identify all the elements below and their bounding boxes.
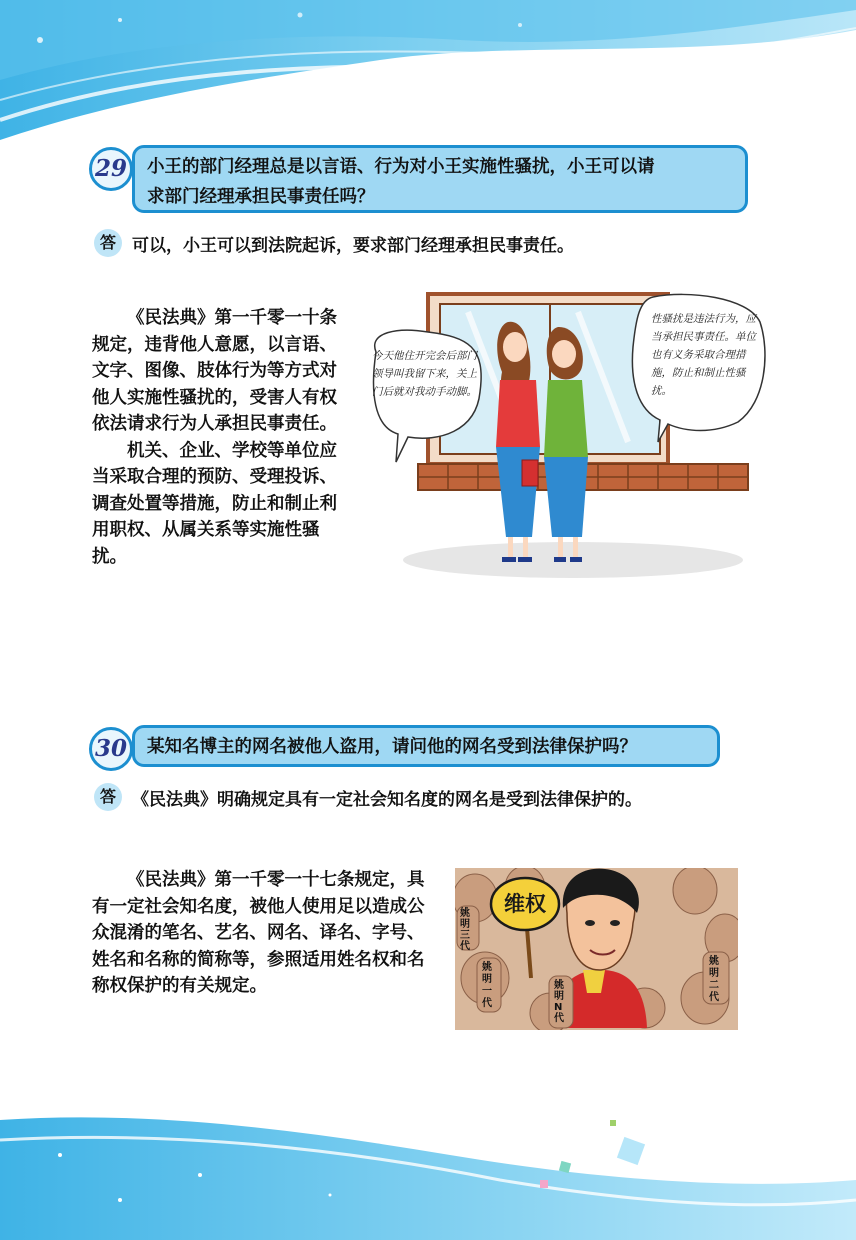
law-paragraph: 《民法典》第一千零一十条规定，违背他人意愿，以言语、文字、图像、肢体行为等方式对他人实施性骚扰的，受害人有权依法请求行为人承担民事责任。 [92, 308, 337, 434]
top-wave-decoration [0, 0, 856, 150]
law-paragraph: 机关、企业、学校等单位应当采取合理的预防、受理投诉、调查处置等措施，防止和制止利用职权、从属关系等实施性骚扰。 [92, 440, 337, 567]
answer-badge: 答 [94, 783, 122, 811]
law-explanation [92, 867, 430, 1000]
crowd-label: 姚明二代 [709, 956, 719, 1003]
question-text: 某知名博主的网名被他人盗用，请问他的网名受到法律保护吗？ [147, 737, 637, 757]
answer-row [94, 229, 574, 257]
answer-badge: 答 [94, 229, 122, 257]
question-text-line2: 求部门经理承担民事责任吗？ [147, 187, 375, 207]
speech-bubble-right: 性骚扰是违法行为，应当承担民事责任。单位也有义务采取合理措施，防止和制止性骚扰。 [651, 313, 756, 397]
protest-sign-text: 维权 [504, 892, 546, 916]
crowd-label: 姚明N代 [554, 980, 564, 1024]
answer-text: 《民法典》明确规定具有一定社会知名度的网名是受到法律保护的。 [132, 789, 642, 810]
harassment-illustration [368, 292, 768, 582]
answer-text: 可以，小王可以到法院起诉，要求部门经理承担民事责任。 [132, 235, 574, 256]
name-rights-illustration [455, 868, 738, 1030]
crowd-label: 姚明三代 [460, 908, 470, 952]
crowd-label: 姚明一代 [482, 962, 492, 1009]
question-number-badge: 30 [89, 727, 133, 771]
question-number-badge: 29 [89, 147, 133, 191]
law-paragraph: 《民法典》第一千零一十七条规定，具有一定社会知名度，被他人使用足以造成公众混淆的笔名、艺名、网名、译名、字号、姓名和名称的简称等，参照适用姓名权和名称权保护的有关规定。 [92, 870, 425, 996]
question-text-line1: 小王的部门经理总是以言语、行为对小王实施性骚扰，小王可以请 [147, 157, 655, 177]
speech-bubble-left: 今天他住开完会后部门领导叫我留下来，关上门后就对我动手动脚。 [372, 350, 477, 398]
question-box [132, 725, 720, 767]
question-box [132, 145, 748, 213]
law-explanation [92, 305, 348, 570]
bottom-wave-decoration [0, 1100, 856, 1240]
answer-row [94, 783, 642, 811]
